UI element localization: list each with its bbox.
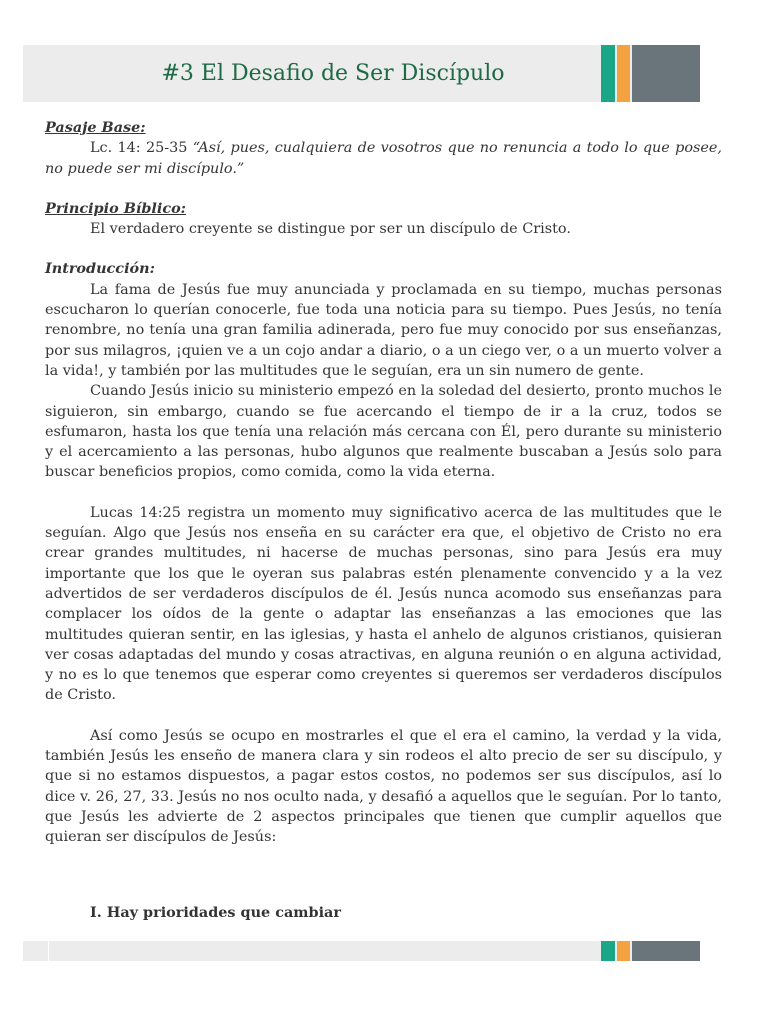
intro-paragraph-3: Lucas 14:25 registra un momento muy significativo acerca de las multitudes que le seguían. Algo que Jesús nos enseña en su carácter era que, el objetivo de Cristo no era crear grandes multitudes, ni hacerse de muchas personas, sino para Jesús era muy importante que los que le oyeran sus palabras estén plenamente convencido y a la vez advertidos de ser verdaderos discípulos de él. Jesús nunca acomodo sus enseñanzas para complacer los oídos de la gente o adaptar las enseñanzas a las emociones que las multitudes quieran sentir, en las iglesias, y hasta el anhelo de algunos cristianos, quisieran ver cosas adaptadas del mundo y cosas atractivas, en alguna reunión o en alguna actividad, y no es lo que tenemos que esperar como creyentes si queremos ser verdaderos discípulos de Cristo.: [45, 504, 722, 704]
footer-accent-orange: [617, 941, 630, 961]
pasaje-heading: Pasaje Base:: [45, 119, 146, 136]
header-accent-orange: [617, 45, 630, 102]
document-body: [45, 118, 722, 848]
page-header: [23, 45, 700, 102]
introduccion-heading: Introducción:: [45, 260, 155, 278]
header-accent-teal: [601, 45, 615, 102]
intro-paragraph-1: La fama de Jesús fue muy anunciada y proclamada en su tiempo, muchas personas escucharon lo querían conocerle, fue toda una noticia para su tiempo. Pues Jesús, no tenía renombre, no tenía una gran familia adinerada, pero fue muy conocido por sus enseñanzas, por sus milagros, ¡quien ve a un cojo andar a diario, o a un ciego ver, o a un muerto volver a la vida!, y también por las multitudes que le seguían, era un sin numero de gente.: [45, 281, 722, 379]
document-title: #3 El Desafio de Ser Discípulo: [161, 61, 505, 86]
pasaje-quote: “Así, pues, cualquiera de vosotros que no renuncia a todo lo que posee, no puede ser mi discípulo.”: [45, 140, 722, 177]
header-accent-gray: [632, 45, 700, 102]
principio-text: El verdadero creyente se distingue por ser un discípulo de Cristo.: [90, 221, 571, 238]
principio-heading: Principio Bíblico:: [45, 199, 186, 217]
pasaje-text: [45, 138, 722, 179]
intro-paragraph-4: Así como Jesús se ocupo en mostrarles el que el era el camino, la verdad y la vida, también Jesús les enseño de manera clara y sin rodeos el alto precio de ser su discípulo, y que si no estamos dispuestos, a pagar estos costos, no podemos ser sus discípulos, así lo dice v. 26, 27, 33. Jesús no nos oculto nada, y desafió a aquellos que le seguían. Por lo tanto, que Jesús les advierte de 2 aspectos principales que tienen que cumplir aquellos que quieran ser discípulos de Jesús:: [45, 727, 722, 846]
point-1-heading: I. Hay prioridades que cambiar: [90, 904, 341, 921]
footer-accent-gray: [632, 941, 700, 961]
page-footer: [23, 941, 700, 961]
intro-paragraph-2: Cuando Jesús inicio su ministerio empezó en la soledad del desierto, pronto muchos le siguieron, sin embargo, cuando se fue acercando el tiempo de ir a la cruz, todos se esfumaron, hasta los que tenía una relación más cercana con Él, pero durante su ministerio y el acercamiento a las personas, hubo algunos que realmente buscaban a Jesús solo para buscar beneficios propios, como comida, como la vida eterna.: [45, 383, 722, 481]
footer-divider: [48, 941, 49, 961]
footer-accent-teal: [601, 941, 615, 961]
pasaje-ref: Lc. 14: 25-35: [90, 140, 193, 157]
